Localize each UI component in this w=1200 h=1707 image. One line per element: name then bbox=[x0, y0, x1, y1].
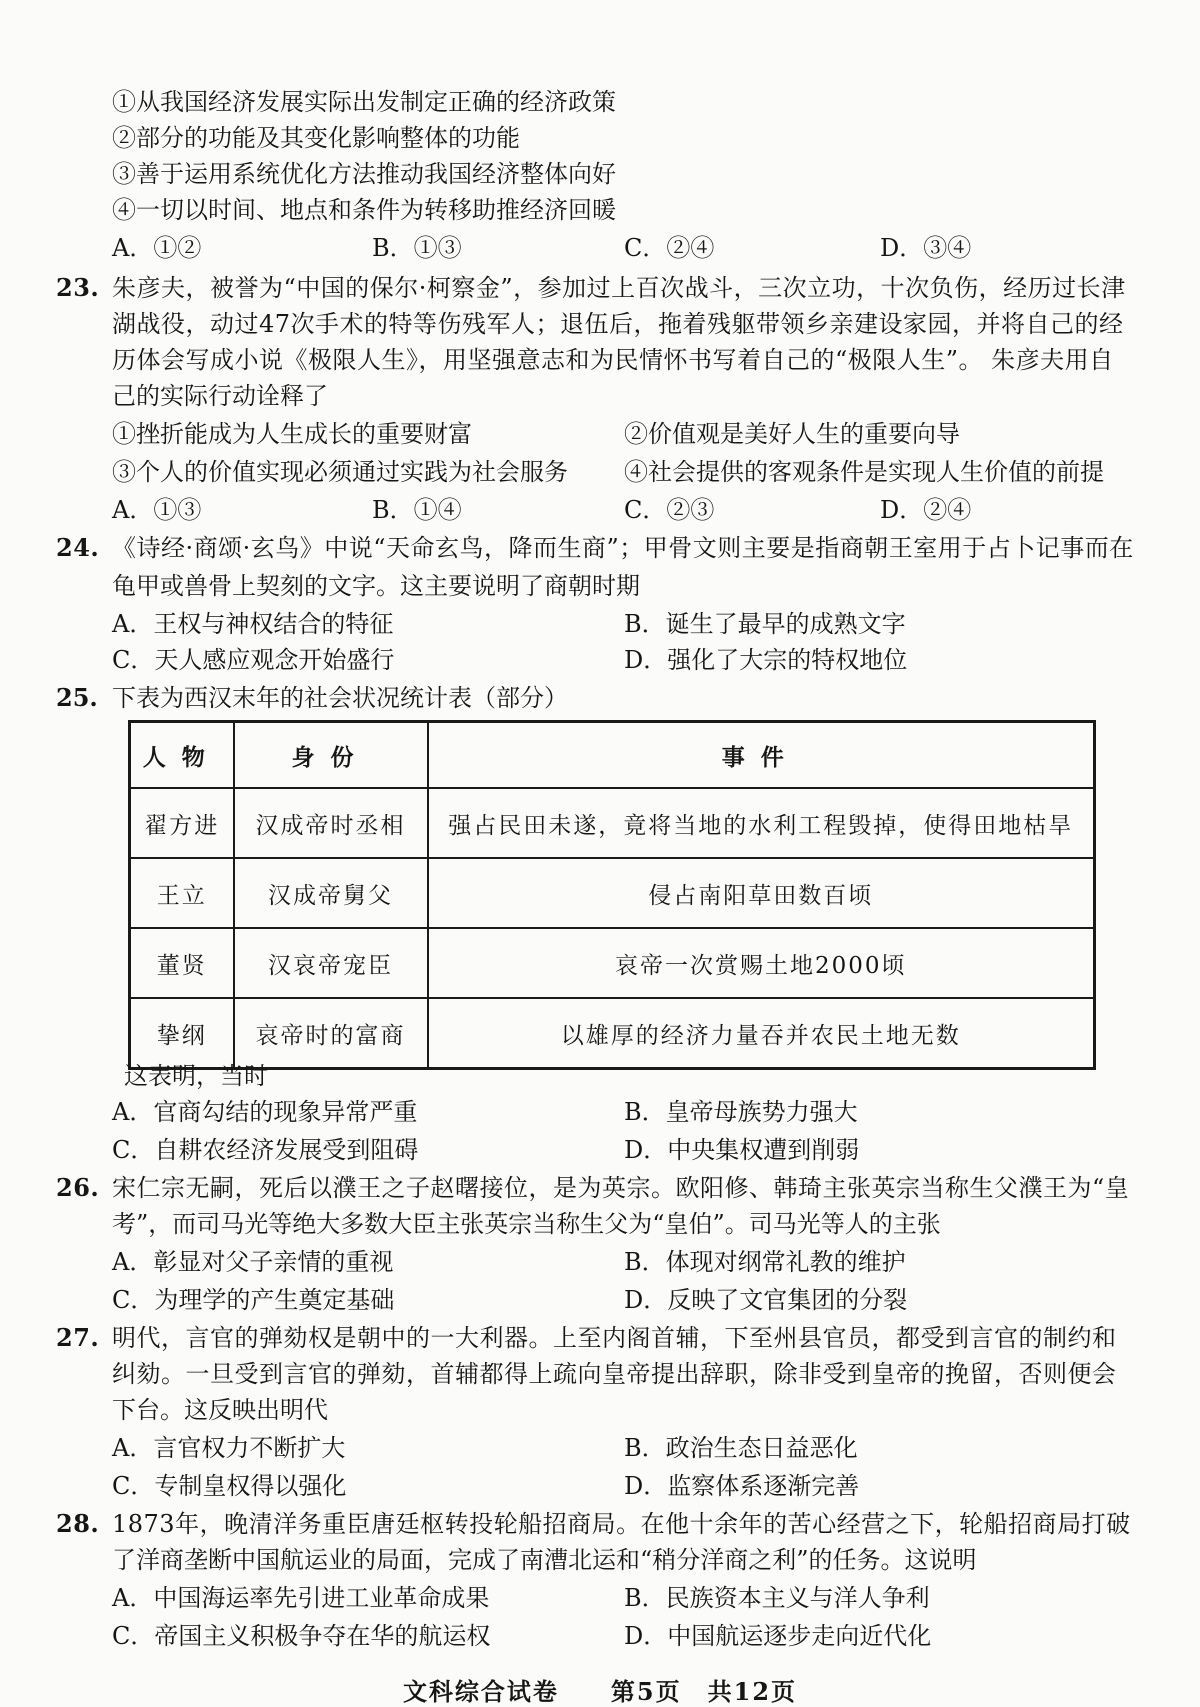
q27-stem-line-1: 27. 明代，言官的弹劾权是朝中的一大利器。上至内阁首辅，下至州县官员，都受到言官的制约和 bbox=[56, 1323, 1117, 1352]
q22-item-2: ②部分的功能及其变化影响整体的功能 bbox=[112, 124, 520, 152]
q24-option-d: D．强化了大宗的特权地位 bbox=[624, 646, 908, 674]
q23-stem-line-2: 湖战役，动过47次手术的特等伤残军人；退伍后，拖着残躯带领乡亲建设家园，并将自己的经 bbox=[112, 310, 1124, 338]
q27-option-a: A．言官权力不断扩大 bbox=[112, 1434, 346, 1462]
table-cell: 以雄厚的经济力量吞并农民土地无数 bbox=[428, 998, 1095, 1069]
table-cell: 强占民田未遂，竟将当地的水利工程毁掉，使得田地枯旱 bbox=[428, 788, 1095, 858]
q22-item-4: ④一切以时间、地点和条件为转移助推经济回暖 bbox=[112, 196, 616, 224]
table-cell: 哀帝时的富商 bbox=[234, 998, 428, 1069]
q25-option-d: D．中央集权遭到削弱 bbox=[624, 1136, 860, 1164]
q27-option-b: B．政治生态日益恶化 bbox=[624, 1434, 858, 1462]
q26-option-a: A．彰显对父子亲情的重视 bbox=[112, 1248, 394, 1276]
table-row bbox=[130, 858, 1095, 928]
q25-option-c: C．自耕农经济发展受到阻碍 bbox=[112, 1136, 419, 1164]
q28-number: 28. bbox=[56, 1509, 100, 1538]
q25-option-b: B．皇帝母族势力强大 bbox=[624, 1098, 858, 1126]
table-cell: 侵占南阳草田数百顷 bbox=[428, 858, 1095, 928]
q23-item-2: ②价值观是美好人生的重要向导 bbox=[624, 420, 960, 448]
table-header-row bbox=[130, 722, 1095, 789]
table-cell: 翟方进 bbox=[130, 788, 234, 858]
table-row bbox=[130, 928, 1095, 998]
q26-option-b: B．体现对纲常礼教的维护 bbox=[624, 1248, 906, 1276]
table-cell: 汉哀帝宠臣 bbox=[234, 928, 428, 998]
q22-option-c: C．②④ bbox=[624, 234, 715, 262]
q22-option-b: B．①③ bbox=[372, 234, 462, 262]
q24-option-b: B．诞生了最早的成熟文字 bbox=[624, 610, 906, 638]
q25-after-table: 这表明，当时 bbox=[124, 1062, 268, 1090]
q23-option-c: C．②③ bbox=[624, 496, 715, 524]
q25-option-a: A．官商勾结的现象异常严重 bbox=[112, 1098, 418, 1126]
q28-option-d: D．中国航运逐步走向近代化 bbox=[624, 1622, 932, 1650]
q22-option-a: A．①② bbox=[112, 234, 202, 262]
q27-option-c: C．专制皇权得以强化 bbox=[112, 1472, 347, 1500]
table-cell: 挚纲 bbox=[130, 998, 234, 1069]
q23-item-3: ③个人的价值实现必须通过实践为社会服务 bbox=[112, 458, 568, 486]
q22-option-d: D．③④ bbox=[880, 234, 972, 262]
q27-number: 27. bbox=[56, 1323, 100, 1352]
q23-item-4: ④社会提供的客观条件是实现人生价值的前提 bbox=[624, 458, 1104, 486]
q23-number: 23. bbox=[56, 273, 100, 302]
q23-stem-line-3: 历体会写成小说《极限人生》，用坚强意志和为民情怀书写着自己的“极限人生”。 朱彦夫用自 bbox=[112, 346, 1114, 374]
q22-item-3: ③善于运用系统优化方法推动我国经济整体向好 bbox=[112, 160, 616, 188]
q26-option-c: C．为理学的产生奠定基础 bbox=[112, 1286, 395, 1314]
table-cell: 哀帝一次赏赐土地2000顷 bbox=[428, 928, 1095, 998]
q24-number: 24. bbox=[56, 533, 100, 562]
q26-stem-line-1: 26. 宋仁宗无嗣，死后以濮王之子赵曙接位，是为英宗。欧阳修、韩琦主张英宗当称生父濮王为“皇 bbox=[56, 1173, 1130, 1202]
q23-stem-line-1: 23. 朱彦夫，被誉为“中国的保尔·柯察金”，参加过上百次战斗，三次立功，十次负伤，经历过长津 bbox=[56, 273, 1126, 302]
q24-option-c: C．天人感应观念开始盛行 bbox=[112, 646, 395, 674]
q25-table bbox=[128, 720, 1096, 1070]
q26-number: 26. bbox=[56, 1173, 100, 1202]
q24-stem-line-2: 龟甲或兽骨上契刻的文字。这主要说明了商朝时期 bbox=[112, 572, 640, 600]
q27-option-d: D．监察体系逐渐完善 bbox=[624, 1472, 860, 1500]
q24-stem-line-1: 24. 《诗经·商颂·玄鸟》中说“天命玄鸟，降而生商”；甲骨文则主要是指商朝王室用于占卜记事而在 bbox=[56, 533, 1134, 562]
page-footer: 文科综合试卷 第5页 共12页 bbox=[402, 1677, 798, 1706]
q23-option-d: D．②④ bbox=[880, 496, 972, 524]
q23-stem-line-4: 己的实际行动诠释了 bbox=[112, 382, 328, 410]
table-cell: 汉成帝时丞相 bbox=[234, 788, 428, 858]
q28-stem-line-2: 了洋商垄断中国航运业的局面，完成了南漕北运和“稍分洋商之利”的任务。这说明 bbox=[112, 1546, 977, 1574]
table-cell: 董贤 bbox=[130, 928, 234, 998]
q22-item-1: ①从我国经济发展实际出发制定正确的经济政策 bbox=[112, 88, 616, 116]
q27-stem-line-3: 下台。这反映出明代 bbox=[112, 1396, 328, 1424]
table-header-identity: 身份 bbox=[234, 722, 428, 789]
q28-option-a: A．中国海运率先引进工业革命成果 bbox=[112, 1584, 490, 1612]
table-row bbox=[130, 788, 1095, 858]
q23-option-a: A．①③ bbox=[112, 496, 202, 524]
q28-option-b: B．民族资本主义与洋人争利 bbox=[624, 1584, 930, 1612]
q25-number: 25. bbox=[56, 683, 98, 712]
q24-option-a: A．王权与神权结合的特征 bbox=[112, 610, 394, 638]
table-header-person: 人物 bbox=[130, 722, 234, 789]
q23-option-b: B．①④ bbox=[372, 496, 462, 524]
table-cell: 王立 bbox=[130, 858, 234, 928]
q28-option-c: C．帝国主义积极争夺在华的航运权 bbox=[112, 1622, 491, 1650]
q26-option-d: D．反映了文官集团的分裂 bbox=[624, 1286, 908, 1314]
q23-item-1: ①挫折能成为人生成长的重要财富 bbox=[112, 420, 472, 448]
table-header-event: 事件 bbox=[428, 722, 1095, 789]
q27-stem-line-2: 纠劾。一旦受到言官的弹劾，首辅都得上疏向皇帝提出辞职，除非受到皇帝的挽留，否则便会 bbox=[112, 1360, 1117, 1388]
q28-stem-line-1: 28. 1873年，晚清洋务重臣唐廷枢转投轮船招商局。在他十余年的苦心经营之下，轮船招商局打破 bbox=[56, 1509, 1131, 1538]
table-cell: 汉成帝舅父 bbox=[234, 858, 428, 928]
table-row bbox=[130, 998, 1095, 1069]
q26-stem-line-2: 考”，而司马光等绝大多数大臣主张英宗当称生父为“皇伯”。司马光等人的主张 bbox=[112, 1210, 941, 1238]
q25-stem: 25. 下表为西汉末年的社会状况统计表（部分） bbox=[56, 683, 568, 712]
